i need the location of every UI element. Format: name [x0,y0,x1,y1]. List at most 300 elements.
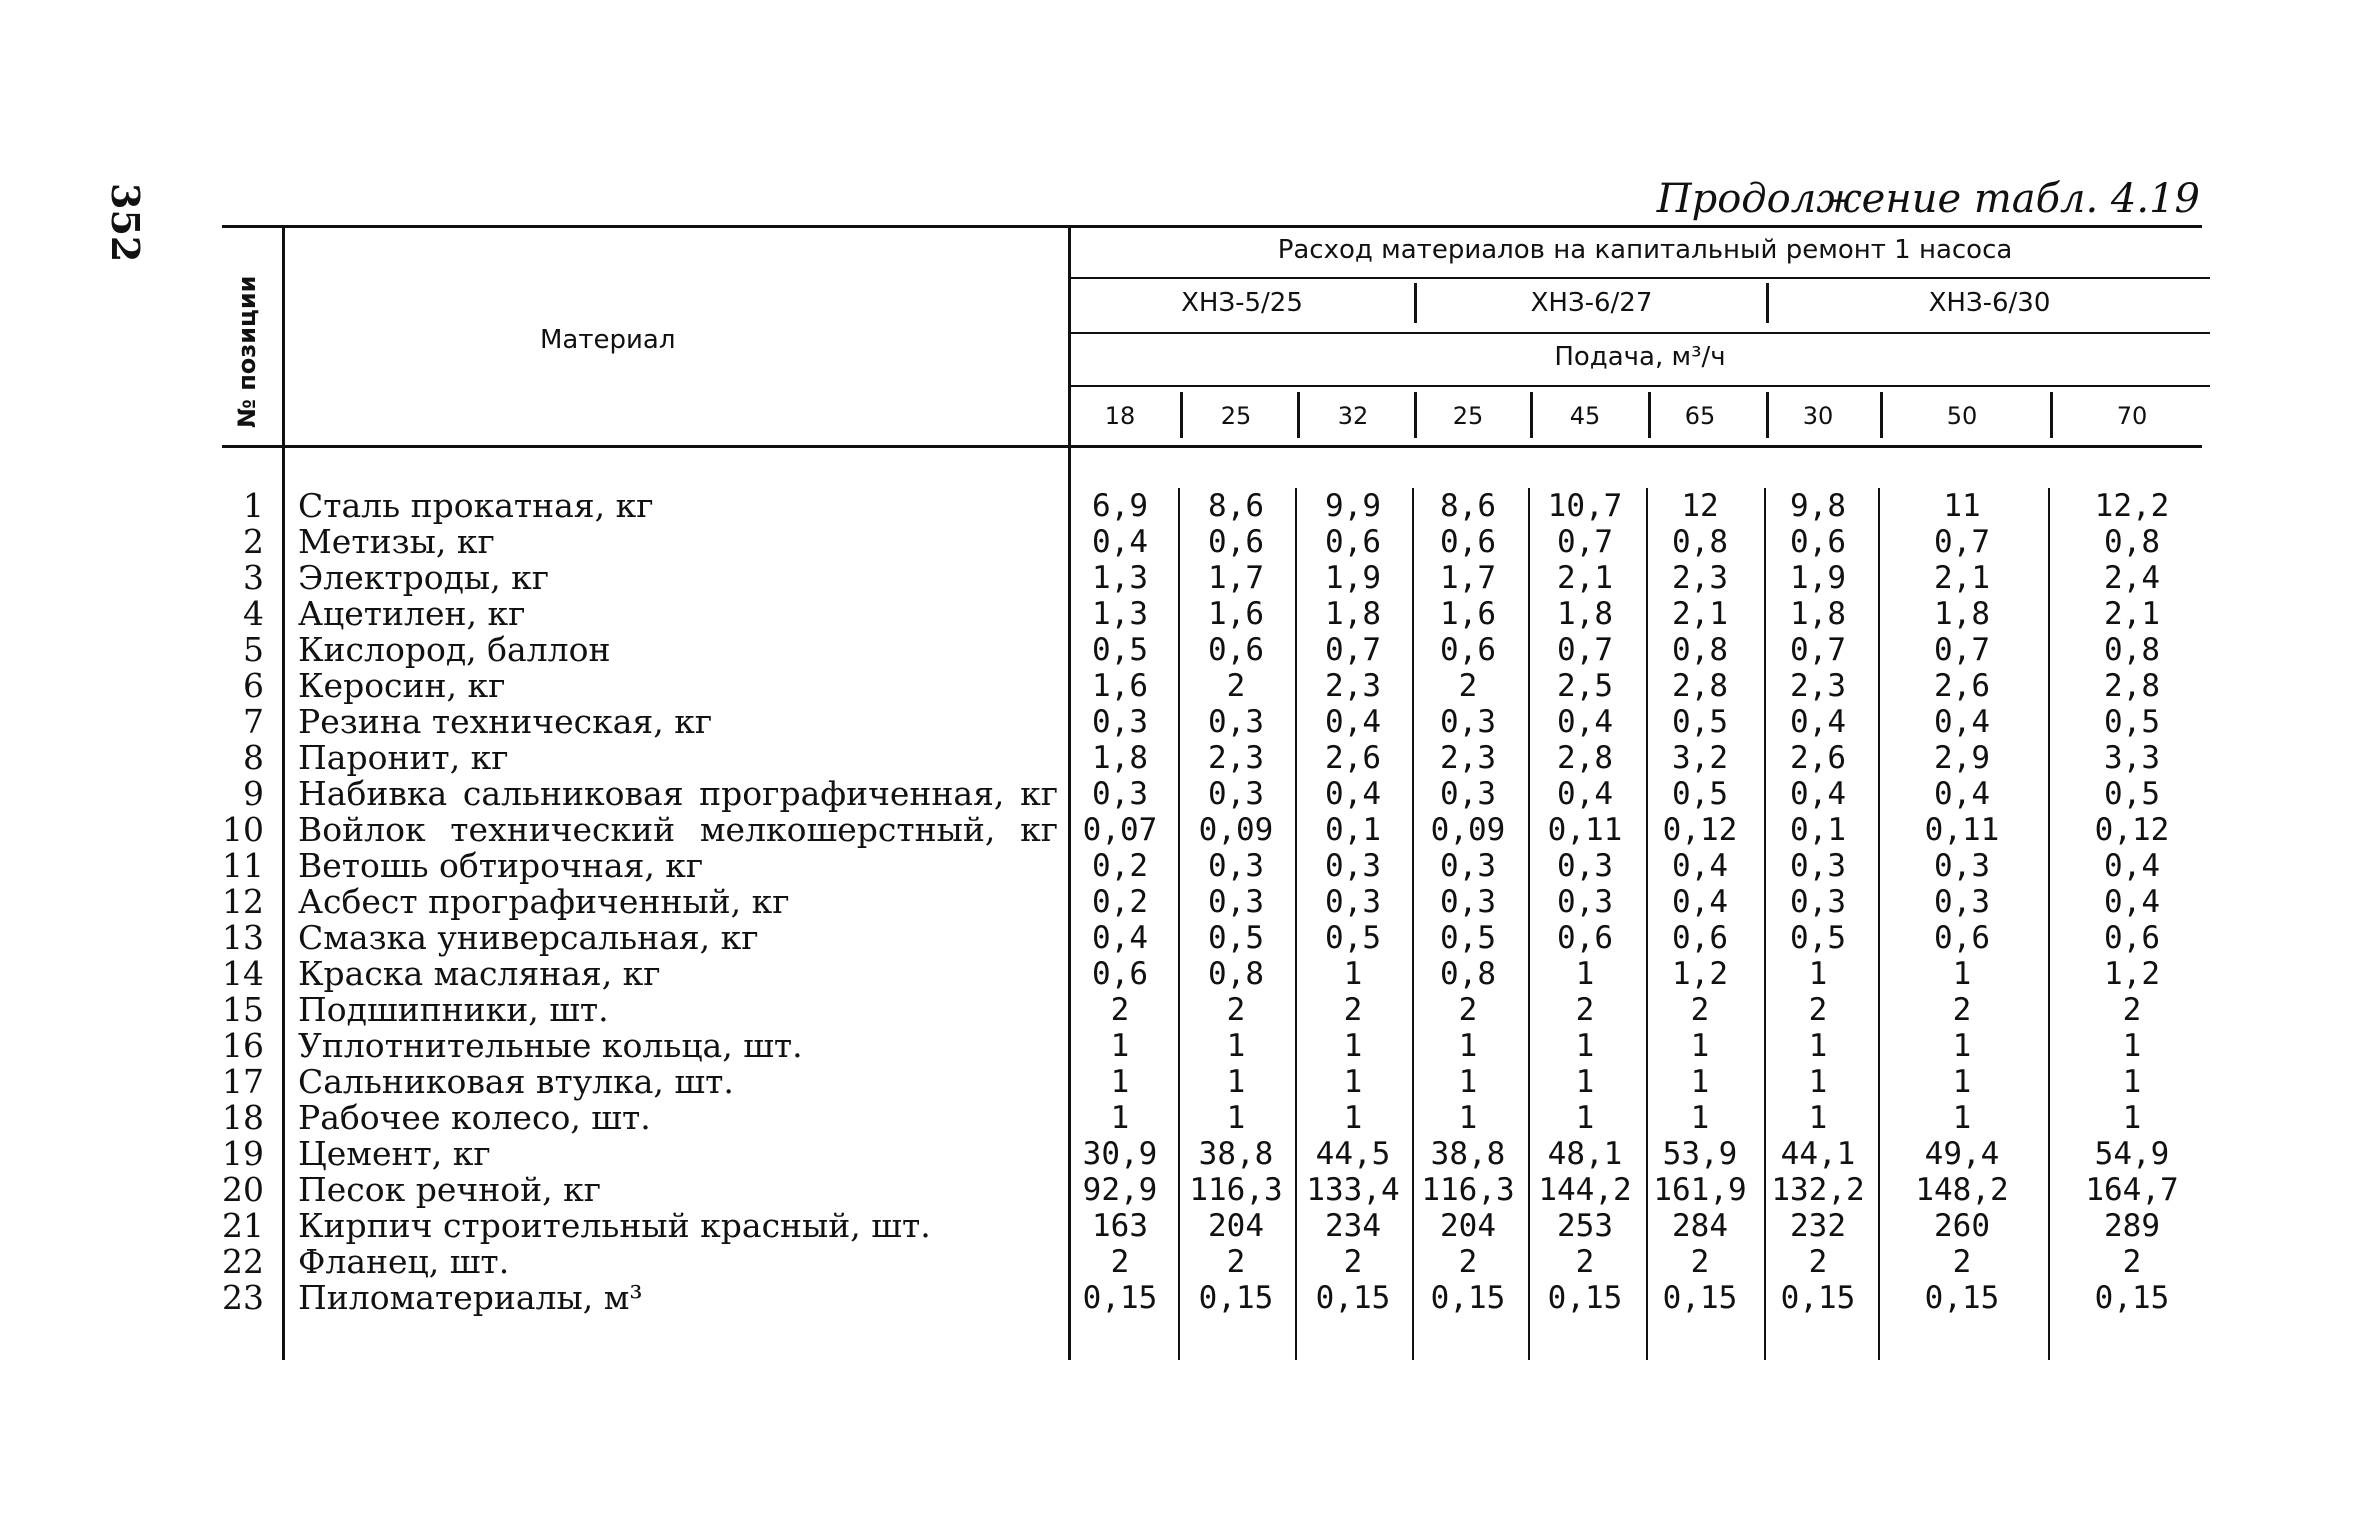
value-cell: 1,9 [1325,560,1381,596]
value-cell: 0,3 [1208,704,1264,740]
value-cell: 0,6 [1092,956,1148,992]
position-number: 9 [243,774,264,813]
value-cell: 2,8 [1672,668,1728,704]
value-cell: 0,4 [1672,848,1728,884]
value-cell: 161,9 [1653,1172,1747,1208]
value-cell: 2,1 [1557,560,1613,596]
material-name: Асбест прографиченный, кг [298,882,790,921]
value-cell: 1,7 [1208,560,1264,596]
material-name: Смазка универсальная, кг [298,918,759,957]
value-cell: 2 [1952,992,1972,1028]
table-top-rule [222,225,2202,228]
value-cell: 1 [1226,1064,1246,1100]
pump-model-2: ХНЗ-6/27 [1530,288,1653,318]
value-cell: 0,5 [1208,920,1264,956]
value-cell: 0,4 [2104,884,2160,920]
flow-rule [1070,385,2210,387]
value-cell: 0,3 [1092,776,1148,812]
value-cell: 44,1 [1780,1136,1856,1172]
position-number: 18 [222,1098,264,1137]
value-cell: 0,6 [1672,920,1728,956]
value-cell: 12 [1681,488,1719,524]
value-cell: 0,5 [1440,920,1496,956]
value-cell: 0,3 [1557,884,1613,920]
value-cell: 0,07 [1082,812,1158,848]
value-cell: 0,3 [1440,776,1496,812]
value-cell: 1 [1343,1064,1363,1100]
table-row [0,812,2363,848]
value-cell: 2 [1690,1244,1710,1280]
value-cell: 2,3 [1790,668,1846,704]
value-cell: 0,3 [1208,776,1264,812]
value-cell: 1,8 [1790,596,1846,632]
value-cell: 0,5 [2104,776,2160,812]
table-row [0,1208,2363,1244]
table-row [0,1280,2363,1316]
flow-value-8: 50 [1946,402,1978,430]
value-cell: 1 [1458,1064,1478,1100]
value-cell: 2,1 [1934,560,1990,596]
value-cell: 1,2 [2104,956,2160,992]
value-cell: 1,8 [1557,596,1613,632]
value-cell: 44,5 [1315,1136,1391,1172]
value-cell: 0,1 [1790,812,1846,848]
value-cell: 2,6 [1325,740,1381,776]
position-number: 23 [222,1278,264,1317]
value-cell: 2 [1226,992,1246,1028]
value-cell: 1 [1808,1064,1828,1100]
pump-model-1: ХНЗ-5/25 [1181,288,1303,318]
value-cell: 232 [1790,1208,1846,1244]
value-cell: 1,7 [1440,560,1496,596]
flow-column-rule [1880,392,1883,438]
value-cell: 0,7 [1325,632,1381,668]
position-number: 4 [243,594,264,633]
material-name: Резина техническая, кг [298,702,713,741]
value-cell: 2 [1458,668,1478,704]
value-cell: 2,4 [2104,560,2160,596]
position-number: 13 [222,918,264,957]
value-cell: 1,6 [1092,668,1148,704]
material-name: Подшипники, шт. [298,990,609,1029]
flow-value-5: 45 [1569,402,1601,430]
material-name: Керосин, кг [298,666,506,705]
value-cell: 38,8 [1430,1136,1506,1172]
value-cell: 0,5 [1672,776,1728,812]
value-cell: 10,7 [1547,488,1623,524]
value-cell: 0,2 [1092,848,1148,884]
flow-value-9: 70 [2116,402,2148,430]
value-cell: 1 [1575,1064,1595,1100]
value-cell: 1 [1952,1100,1972,1136]
value-cell: 3,2 [1672,740,1728,776]
value-cell: 2,5 [1557,668,1613,704]
material-name: Пиломатериалы, м³ [298,1278,643,1317]
value-cell: 2 [1808,1244,1828,1280]
value-cell: 38,8 [1198,1136,1274,1172]
value-cell: 30,9 [1082,1136,1158,1172]
value-cell: 2 [1110,992,1130,1028]
value-cell: 2 [1575,1244,1595,1280]
value-cell: 2,8 [1557,740,1613,776]
value-cell: 0,8 [1672,524,1728,560]
table-row [0,596,2363,632]
value-cell: 2 [1343,1244,1363,1280]
value-cell: 49,4 [1924,1136,2000,1172]
value-cell: 1 [1952,1064,1972,1100]
position-number: 6 [243,666,264,705]
value-cell: 1 [1575,1100,1595,1136]
flow-value-2: 25 [1220,402,1252,430]
value-cell: 2,1 [2104,596,2160,632]
value-cell: 0,3 [1440,848,1496,884]
value-cell: 2,1 [1672,596,1728,632]
value-cell: 3,3 [2104,740,2160,776]
value-cell: 0,8 [2104,632,2160,668]
material-name: Рабочее колесо, шт. [298,1098,651,1137]
value-cell: 0,5 [1092,632,1148,668]
material-name: Сальниковая втулка, шт. [298,1062,734,1101]
value-cell: 0,4 [1325,776,1381,812]
value-cell: 0,4 [1557,776,1613,812]
value-cell: 2 [1808,992,1828,1028]
value-cell: 48,1 [1547,1136,1623,1172]
flow-value-7: 30 [1802,402,1834,430]
value-cell: 1 [1575,956,1595,992]
value-cell: 1 [1808,956,1828,992]
value-cell: 11 [1943,488,1981,524]
value-cell: 132,2 [1771,1172,1865,1208]
table-row [0,668,2363,704]
value-cell: 8,6 [1440,488,1496,524]
table-row [0,776,2363,812]
value-cell: 0,8 [1440,956,1496,992]
material-name: Ацетилен, кг [298,594,526,633]
value-cell: 0,7 [1557,524,1613,560]
value-cell: 12,2 [2094,488,2170,524]
value-cell: 2,6 [1934,668,1990,704]
value-cell: 1 [2122,1028,2142,1064]
material-name: Фланец, шт. [298,1242,510,1281]
consumption-rule [1070,277,2210,279]
value-cell: 1 [1110,1028,1130,1064]
value-cell: 1 [1343,1028,1363,1064]
value-cell: 0,15 [1780,1280,1856,1316]
value-cell: 2,8 [2104,668,2160,704]
value-cell: 2 [1226,1244,1246,1280]
value-cell: 1 [1343,1100,1363,1136]
material-name: Цемент, кг [298,1134,491,1173]
value-cell: 0,15 [1547,1280,1623,1316]
value-cell: 0,8 [1672,632,1728,668]
value-cell: 0,15 [1924,1280,2000,1316]
value-cell: 0,2 [1092,884,1148,920]
value-cell: 0,3 [1325,884,1381,920]
table-caption: Продолжение табл. 4.19 [1656,176,2200,222]
table-row [0,740,2363,776]
value-cell: 1 [1226,1100,1246,1136]
material-name: Песок речной, кг [298,1170,601,1209]
value-cell: 0,6 [1934,920,1990,956]
flow-column-rule [2050,392,2053,438]
value-cell: 2,3 [1672,560,1728,596]
material-name: Ветошь обтирочная, кг [298,846,704,885]
material-name: Сталь прокатная, кг [298,486,654,525]
value-cell: 1 [2122,1100,2142,1136]
value-cell: 0,6 [1325,524,1381,560]
position-number: 14 [222,954,264,993]
value-cell: 0,8 [1208,956,1264,992]
flow-column-rule [1414,392,1417,438]
position-number: 15 [222,990,264,1029]
position-number: 12 [222,882,264,921]
value-cell: 284 [1672,1208,1728,1244]
flow-column-rule [1180,392,1183,438]
value-cell: 0,15 [1082,1280,1158,1316]
value-cell: 1 [1808,1100,1828,1136]
value-cell: 1,3 [1092,560,1148,596]
value-cell: 1 [1690,1100,1710,1136]
value-cell: 0,8 [2104,524,2160,560]
flow-value-3: 32 [1337,402,1369,430]
value-cell: 1,2 [1672,956,1728,992]
flow-column-rule [1766,392,1769,438]
value-cell: 0,11 [1924,812,2000,848]
value-cell: 1 [1458,1100,1478,1136]
position-number: 11 [222,846,264,885]
value-cell: 1 [1690,1064,1710,1100]
value-cell: 1 [1690,1028,1710,1064]
material-name: Паронит, кг [298,738,509,777]
value-cell: 0,3 [1325,848,1381,884]
value-cell: 2 [2122,992,2142,1028]
value-cell: 0,4 [1092,524,1148,560]
value-cell: 0,15 [1662,1280,1738,1316]
value-cell: 1 [1808,1028,1828,1064]
value-cell: 2 [1110,1244,1130,1280]
value-cell: 1 [1226,1028,1246,1064]
value-cell: 163 [1092,1208,1148,1244]
table-row [0,992,2363,1028]
table-row [0,560,2363,596]
value-cell: 0,4 [1325,704,1381,740]
value-cell: 92,9 [1082,1172,1158,1208]
value-cell: 2 [1343,992,1363,1028]
position-number: 3 [243,558,264,597]
value-cell: 2 [1226,668,1246,704]
position-number: 17 [222,1062,264,1101]
position-number: 10 [222,810,264,849]
value-cell: 1,3 [1092,596,1148,632]
value-cell: 0,5 [1672,704,1728,740]
table-row [0,1028,2363,1064]
value-cell: 0,3 [1440,704,1496,740]
table-row [0,524,2363,560]
value-cell: 1 [1952,956,1972,992]
position-number: 5 [243,630,264,669]
value-cell: 0,3 [1208,884,1264,920]
value-cell: 0,6 [1440,524,1496,560]
value-cell: 164,7 [2085,1172,2179,1208]
value-cell: 0,7 [1934,632,1990,668]
flow-column-rule [1648,392,1651,438]
table-row [0,488,2363,524]
value-cell: 148,2 [1915,1172,2009,1208]
value-cell: 0,5 [1325,920,1381,956]
value-cell: 1,8 [1934,596,1990,632]
table-row [0,632,2363,668]
value-cell: 2 [2122,1244,2142,1280]
value-cell: 9,8 [1790,488,1846,524]
value-cell: 2 [1575,992,1595,1028]
header-bottom-rule [222,445,2202,448]
value-cell: 1 [1952,1028,1972,1064]
value-cell: 53,9 [1662,1136,1738,1172]
value-cell: 1 [2122,1064,2142,1100]
position-number: 2 [243,522,264,561]
material-name: Метизы, кг [298,522,495,561]
value-cell: 2,6 [1790,740,1846,776]
value-cell: 0,15 [1315,1280,1391,1316]
value-cell: 0,12 [1662,812,1738,848]
value-cell: 0,15 [1198,1280,1274,1316]
value-cell: 2 [1690,992,1710,1028]
value-cell: 0,5 [2104,704,2160,740]
table-row [0,1172,2363,1208]
value-cell: 260 [1934,1208,1990,1244]
table-row [0,848,2363,884]
value-cell: 0,7 [1557,632,1613,668]
value-cell: 9,9 [1325,488,1381,524]
flow-value-4: 25 [1452,402,1484,430]
material-header: Материал [540,325,676,355]
value-cell: 0,3 [1208,848,1264,884]
value-cell: 116,3 [1421,1172,1515,1208]
value-cell: 1,8 [1325,596,1381,632]
value-cell: 0,15 [2094,1280,2170,1316]
value-cell: 6,9 [1092,488,1148,524]
value-cell: 2,9 [1934,740,1990,776]
value-cell: 0,4 [1672,884,1728,920]
position-number: 19 [222,1134,264,1173]
table-row [0,704,2363,740]
value-cell: 0,3 [1934,848,1990,884]
position-number: 22 [222,1242,264,1281]
position-number: 8 [243,738,264,777]
flow-header: Подача, м³/ч [1554,342,1726,372]
position-number: 1 [243,486,264,525]
value-cell: 116,3 [1189,1172,1283,1208]
value-cell: 0,3 [1557,848,1613,884]
position-number: 7 [243,702,264,741]
table-row [0,956,2363,992]
material-name: Электроды, кг [298,558,550,597]
value-cell: 289 [2104,1208,2160,1244]
value-cell: 133,4 [1306,1172,1400,1208]
value-cell: 0,11 [1547,812,1623,848]
table-row [0,1136,2363,1172]
table-row [0,1100,2363,1136]
consumption-header: Расход материалов на капитальный ремонт 1 насоса [1277,235,2013,265]
value-cell: 1,6 [1208,596,1264,632]
value-cell: 1 [1575,1028,1595,1064]
flow-column-rule [1297,392,1300,438]
value-cell: 0,09 [1198,812,1274,848]
material-name: Войлок технический мелкошерстный, кг [298,810,1058,849]
position-number: 16 [222,1026,264,1065]
material-name: Кирпич строительный красный, шт. [298,1206,931,1245]
models-rule [1070,332,2210,334]
value-cell: 1 [1343,956,1363,992]
value-cell: 1,8 [1092,740,1148,776]
table-row [0,1244,2363,1280]
material-name: Набивка сальниковая прографиченная, кг [298,774,1058,813]
value-cell: 234 [1325,1208,1381,1244]
value-cell: 0,6 [1208,632,1264,668]
value-cell: 0,4 [1557,704,1613,740]
value-cell: 2 [1458,992,1478,1028]
value-cell: 0,4 [2104,848,2160,884]
value-cell: 2,3 [1440,740,1496,776]
value-cell: 2,3 [1325,668,1381,704]
flow-value-6: 65 [1684,402,1716,430]
position-header: № позиции [233,275,261,428]
table-row [0,884,2363,920]
value-cell: 0,3 [1092,704,1148,740]
value-cell: 0,3 [1440,884,1496,920]
value-cell: 0,6 [1440,632,1496,668]
value-cell: 2 [1458,1244,1478,1280]
table-row [0,1064,2363,1100]
flow-column-rule [1530,392,1533,438]
value-cell: 204 [1208,1208,1264,1244]
value-cell: 1 [1458,1028,1478,1064]
value-cell: 0,4 [1092,920,1148,956]
value-cell: 2,3 [1208,740,1264,776]
value-cell: 54,9 [2094,1136,2170,1172]
value-cell: 204 [1440,1208,1496,1244]
value-cell: 0,12 [2094,812,2170,848]
value-cell: 0,6 [1790,524,1846,560]
material-name: Кислород, баллон [298,630,611,669]
position-number: 20 [222,1170,264,1209]
value-cell: 253 [1557,1208,1613,1244]
value-cell: 0,3 [1934,884,1990,920]
value-cell: 0,6 [2104,920,2160,956]
value-cell: 0,4 [1934,776,1990,812]
value-cell: 0,4 [1790,776,1846,812]
value-cell: 0,6 [1208,524,1264,560]
value-cell: 2 [1952,1244,1972,1280]
value-cell: 0,3 [1790,848,1846,884]
flow-value-1: 18 [1104,402,1136,430]
value-cell: 0,7 [1934,524,1990,560]
table-row [0,920,2363,956]
value-cell: 0,15 [1430,1280,1506,1316]
value-cell: 0,5 [1790,920,1846,956]
value-cell: 0,1 [1325,812,1381,848]
value-cell: 1 [1110,1100,1130,1136]
value-cell: 0,09 [1430,812,1506,848]
position-number: 21 [222,1206,264,1245]
value-cell: 1,9 [1790,560,1846,596]
value-cell: 0,6 [1557,920,1613,956]
page-number: 352 [103,183,148,263]
pump-model-3: ХНЗ-6/30 [1928,288,2051,318]
value-cell: 0,7 [1790,632,1846,668]
value-cell: 144,2 [1538,1172,1632,1208]
value-cell: 0,3 [1790,884,1846,920]
